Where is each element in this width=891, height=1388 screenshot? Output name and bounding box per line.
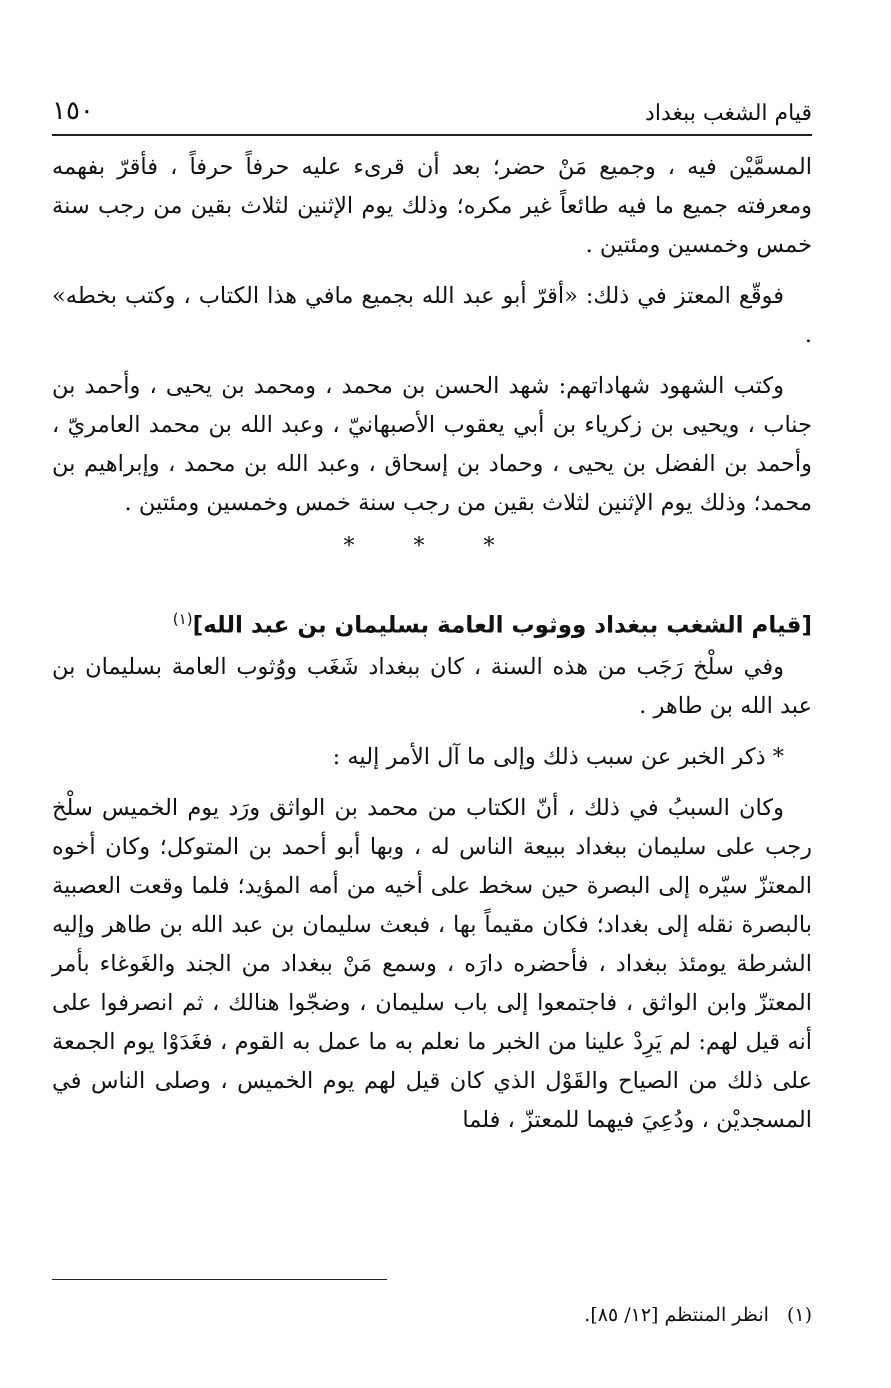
header-rule (52, 134, 812, 136)
running-title: قيام الشغب ببغداد (645, 101, 812, 126)
paragraph: فوقّع المعتز في ذلك: «أقرّ أبو عبد الله بجميع مافي هذا الكتاب ، وكتب بخطه» . (52, 283, 812, 348)
footnote (52, 1300, 812, 1330)
page-body (52, 148, 812, 1140)
section-separator: * * * (343, 534, 521, 559)
section-heading (52, 597, 812, 648)
page-number: ١٥٠ (52, 96, 94, 126)
book-page (52, 0, 812, 1388)
page-header (52, 86, 812, 126)
footnote-rule (52, 1279, 387, 1280)
paragraph: وكتب الشهود شهاداتهم: شهد الحسن بن محمد ، ومحمد بن يحيى ، وأحمد بن جناب ، ويحيى بن زكرياء بن أبي يعقوب الأصبهانيّ ، وعبد الله بن محمد العامريّ ، وأحمد بن الفضل بن يحيى ، وحماد بن إسحاق ، وعبد الله بن محمد ، وإبراهيم بن محمد؛ وذلك يوم الإثنين لثلاث بقين من رجب سنة خمس وخمسين ومئتين . (52, 373, 812, 516)
paragraph: وفي سلْخ رَجَب من هذه السنة ، كان ببغداد شَغَب ووُثوب العامة بسليمان بن عبد الله بن طاهر . (52, 653, 812, 719)
subheading: * ذكر الخبر عن سبب ذلك وإلى ما آل الأمر إليه : (332, 743, 784, 770)
section-title: [قيام الشغب ببغداد ووثوب العامة بسليمان بن عبد الله] (192, 612, 812, 639)
paragraph: وكان السببُ في ذلك ، أنّ الكتاب من محمد بن الواثق ورَد يوم الخميس سلْخ رجب على سليمان ببغداد ببيعة الناس له ، وبها أبو أحمد بن المتوكل؛ وكان أخوه المعتزّ سيّره إلى البصرة حين سخط على أخيه من أمه المؤيد؛ فلما وقعت العصبية بالبصرة نقله إلى بغداد؛ فكان مقيماً بها ، فبعث سليمان بن عبد الله بن طاهر وإليه الشرطة يومئذ ببغداد ، فأحضره دارَه ، وسمع مَنْ ببغداد من الجند والغَوغاء بأمر المعتزّ وابن الواثق ، فاجتمعوا إلى باب سليمان ، وضجّوا هنالك ، ثم انصرفوا على أنه قيل لهم: لم يَرِدْ علينا من الخبر ما نعلم به ما عمل به القوم ، فغَدَوْا يوم الجمعة على ذلك من الصياح والقَوْل الذي كان قيل لهم يوم الخميس ، وصلى الناس في المسجديْن ، ودُعِيَ فيهما للمعتزّ ، فلما (52, 794, 812, 1133)
paragraph: المسمَّيْن فيه ، وجميع مَنْ حضر؛ بعد أن قرىء عليه حرفاً حرفاً ، فأقرّ بفهمه ومعرفته جميع ما فيه طائعاً غير مكره؛ وذلك يوم الإثنين لثلاث بقين من رجب سنة خمس وخمسين ومئتين . (52, 154, 812, 258)
footnote-reference: (١) (172, 610, 193, 628)
footnote-number: (١) (786, 1304, 812, 1326)
footnote-text: انظر المنتظم [١٢/ ٨٥]. (584, 1304, 769, 1326)
